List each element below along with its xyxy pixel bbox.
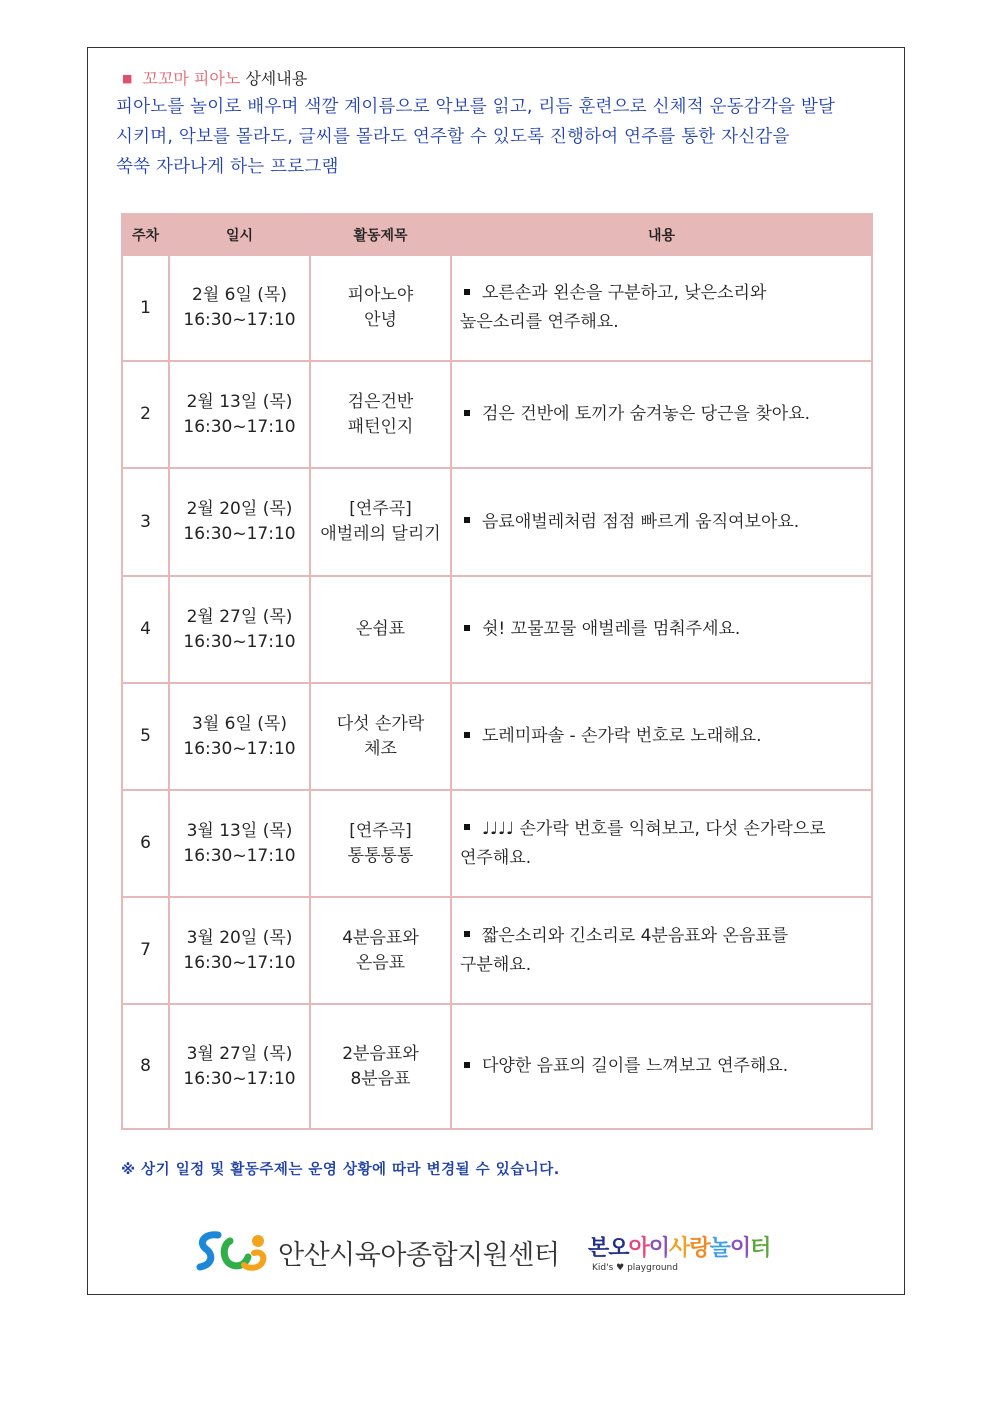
brand-char: 터 [750,1236,771,1261]
activity-title-line: 4분음표와 [342,927,419,948]
brand-tagline: Kid's ♥ playground [592,1263,678,1273]
table-row [122,255,872,361]
activity-title-cell [310,683,451,790]
activity-title-cell [310,255,451,361]
brand-char: 놀 [709,1236,730,1261]
activity-title-line: 애벌레의 달리기 [320,524,441,544]
activity-title-cell [310,790,451,897]
time-text: 16:30~17:10 [183,845,296,866]
content-text: 도레미파솔 - 손가락 번호로 노래해요. [482,726,762,746]
date-text: 3월 6일 (목) [192,713,287,734]
center-logo-mark [196,1227,272,1273]
content-cell [451,790,872,897]
content-text: 짧은소리와 긴소리로 4분음표와 온음표를 [482,925,789,946]
square-bullet-icon [464,289,470,295]
table-row [122,468,872,576]
program-name: 꼬꼬마 피아노 [142,69,241,88]
center-logo [196,1227,816,1277]
content-cell [451,361,872,468]
content-text: 구분해요. [460,954,532,975]
time-text: 16:30~17:10 [183,738,296,759]
activity-title-cell [310,1004,451,1129]
activity-title-line: 온쉼표 [355,619,406,639]
content-text: 오른손과 왼손을 구분하고, 낮은소리와 [482,283,767,303]
activity-title-line: 피아노야 [347,285,414,305]
week-cell: 1 [122,255,169,361]
date-cell [169,255,310,361]
table-row [122,576,872,683]
date-text: 2월 27일 (목) [186,606,293,627]
activity-title-cell [310,361,451,468]
activity-title-line: [연주곡] [349,820,412,841]
date-text: 2월 6일 (목) [192,285,287,305]
brand-char: 본오 [588,1236,629,1261]
date-cell [169,683,310,790]
content-line [460,951,861,980]
content-text: 다양한 음표의 길이를 느껴보고 연주해요. [482,1056,789,1076]
week-cell: 4 [122,576,169,683]
brand-char: 아 [628,1236,649,1261]
content-line [460,279,861,308]
content-text: 쉿! 꼬물꼬물 애벌레를 멈춰주세요. [482,619,741,639]
square-bullet-icon [464,410,470,416]
content-line [460,615,861,644]
time-text: 16:30~17:10 [183,310,296,330]
program-description [116,92,876,182]
date-cell [169,468,310,576]
square-bullet-icon [464,732,470,738]
content-cell [451,468,872,576]
time-text: 16:30~17:10 [183,952,296,973]
square-bullet-icon [464,824,470,830]
content-line [460,308,861,337]
table-row [122,683,872,790]
content-line [460,922,861,951]
table-row [122,790,872,897]
content-text: 검은 건반에 토끼가 숨겨놓은 당근을 찾아요. [482,404,811,424]
date-text: 2월 20일 (목) [186,499,293,519]
table-header-row [122,214,872,255]
notice-text: ※ 상기 일정 및 활동주제는 운영 상황에 따라 변경될 수 있습니다. [121,1162,560,1178]
content-cell [451,683,872,790]
content-cell [451,897,872,1004]
activity-title-line: 다섯 손가락 [336,713,425,734]
week-cell: 6 [122,790,169,897]
date-cell [169,897,310,1004]
schedule-table [121,213,873,1130]
content-line [460,400,861,429]
brand-char: 이 [648,1236,670,1261]
square-bullet-icon [464,1062,470,1068]
playground-brand [588,1231,770,1262]
header-week: 주차 [122,214,169,255]
section-heading [122,66,307,89]
table-row [122,897,872,1004]
activity-title-line: 검은건반 [347,391,414,412]
content-line [460,722,861,751]
activity-title-line: 온음표 [355,952,406,973]
activity-title-line: 통통통통 [347,845,414,866]
content-text: 음료애벌레처럼 점점 빠르게 움직여보아요. [482,511,800,532]
time-text: 16:30~17:10 [183,416,296,437]
time-text: 16:30~17:10 [183,1068,296,1089]
square-bullet-icon [464,931,470,937]
content-text: 높은소리를 연주해요. [460,312,619,332]
description-line: 쑥쑥 자라나게 하는 프로그램 [116,157,339,177]
content-line [460,508,861,537]
header-title: 활동제목 [310,214,451,255]
content-cell [451,1004,872,1129]
activity-title-line: 체조 [364,738,397,759]
content-line [460,815,861,844]
content-text: 연주해요. [460,847,532,868]
activity-title-line: 안녕 [364,310,397,330]
content-cell [451,576,872,683]
activity-title-cell [310,897,451,1004]
activity-title-line: [연주곡] [349,499,412,519]
description-line: 피아노를 놀이로 배우며 색깔 계이름으로 악보를 읽고, 리듬 훈련으로 신체적 운동감각을 발달 [116,97,836,117]
header-content: 내용 [451,214,872,255]
square-bullet-icon [464,517,470,523]
week-cell: 5 [122,683,169,790]
date-cell [169,790,310,897]
date-text: 3월 20일 (목) [186,927,293,948]
date-text: 2월 13일 (목) [186,391,293,412]
activity-title-line: 2분음표와 [342,1043,419,1064]
header-date: 일시 [169,214,310,255]
section-heading-label: 상세내용 [240,69,308,88]
brand-char: 이 [729,1236,751,1261]
activity-title-cell [310,576,451,683]
week-cell: 2 [122,361,169,468]
content-text: ♩♩♩♩ 손가락 번호를 익혀보고, 다섯 손가락으로 [482,818,826,839]
bullet-icon: ■ [122,72,133,85]
date-cell [169,361,310,468]
table-row [122,361,872,468]
activity-title-line: 패턴인지 [347,416,414,437]
description-line: 시키며, 악보를 몰라도, 글씨를 몰라도 연주할 수 있도록 진행하여 연주를 통한 자신감을 [116,127,790,147]
activity-title-line: 8분음표 [350,1068,411,1089]
time-text: 16:30~17:10 [183,524,296,544]
brand-char: 랑 [689,1236,710,1261]
week-cell: 3 [122,468,169,576]
activity-title-cell [310,468,451,576]
date-cell [169,1004,310,1129]
content-line [460,1052,861,1081]
date-cell [169,576,310,683]
week-cell: 7 [122,897,169,1004]
square-bullet-icon [464,625,470,631]
date-text: 3월 27일 (목) [186,1043,293,1064]
week-cell: 8 [122,1004,169,1129]
brand-char: 사 [669,1236,690,1261]
center-name: 안산시육아종합지원센터 [278,1240,560,1271]
time-text: 16:30~17:10 [183,631,296,652]
content-line [460,844,861,873]
table-row [122,1004,872,1129]
content-cell [451,255,872,361]
date-text: 3월 13일 (목) [186,820,293,841]
